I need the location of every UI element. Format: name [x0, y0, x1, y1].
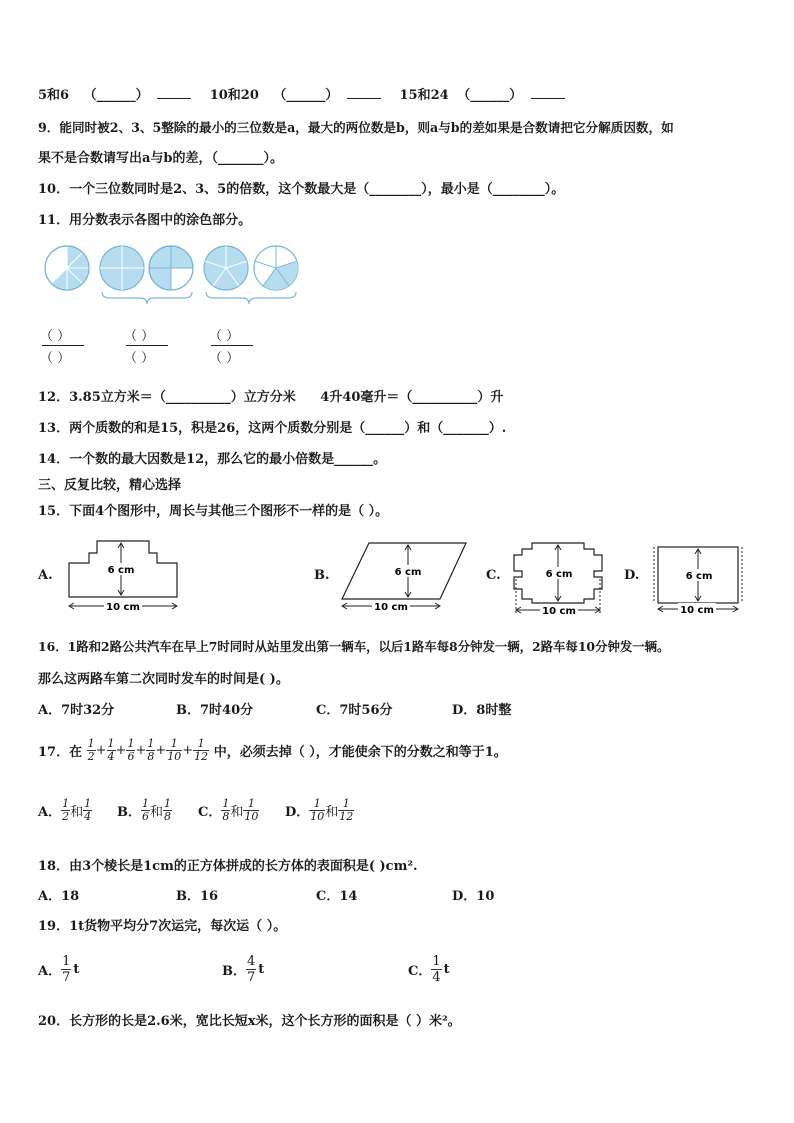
circle-eighths	[45, 246, 89, 290]
q15-a-width-label: 10 cm	[106, 602, 140, 613]
q18-option-b[interactable]: B．16	[176, 889, 219, 904]
q20-line: 20．长方形的长是2.6米，宽比长短x米，这个长方形的面积是（ ）米²。	[38, 1014, 461, 1029]
circle-quarters-2	[149, 246, 193, 290]
circle-quarters-1	[100, 246, 144, 290]
q13-line: 13．两个质数的和是15，积是26，这两个质数分别是（______）和（_______）.	[38, 421, 507, 436]
q19-option-c[interactable]: C． $\frac{1}{4}$ t	[408, 954, 450, 985]
q16-option-d[interactable]: D．8时整	[452, 703, 512, 718]
q15-option-a-letter[interactable]: A.	[38, 568, 53, 583]
q17-prefix: 17．在	[38, 745, 83, 760]
q17-frac-3: $\frac{1}{6}$	[127, 737, 135, 763]
q17-frac-6: $\frac{1}{12}$	[194, 737, 209, 763]
q18-option-d[interactable]: D．10	[452, 889, 495, 904]
q14-line: 14．一个数的最大因数是12，那么它的最小倍数是______。	[38, 452, 387, 467]
q11-circles-figure	[40, 240, 310, 310]
q8-pair-3-answer[interactable]: （______）	[457, 88, 523, 103]
q17-option-d[interactable]: D． $\frac{1}{10}$ 和 $\frac{1}{12}$	[285, 797, 354, 823]
q17-frac-5: $\frac{1}{10}$	[167, 737, 182, 763]
q15-shape-c	[508, 533, 608, 618]
q12-line	[38, 386, 503, 405]
q16-option-a[interactable]: A．7时32分	[38, 703, 115, 718]
q16-line-1: 16．1路和2路公共汽车在早上7时同时从站里发出第一辆车，以后1路车每8分钟发一辆，2路车每10分钟发一辆。	[38, 639, 670, 654]
q11-answer-2[interactable]: （ ） （ ）	[124, 325, 170, 366]
q15-c-width-label: 10 cm	[542, 606, 576, 617]
q9-line-2: 果不是合数请写出a与b的差，（_______）。	[38, 151, 284, 166]
q17-line: 17．在 $\frac{1}{2}$ + $\frac{1}{4}$ + $\frac{1}{6}$ + $\frac{1}{8}$ + $\frac{1}{10}$ + $\frac{1}{12}$ 中，必须去掉（ ），才能使余下的分数之和等于1。	[38, 737, 507, 763]
q12-part-1: 12．3.85立方米＝（__________）立方分米	[38, 390, 296, 405]
circle-fifths-1	[204, 246, 248, 290]
q8-pair-1-blank[interactable]	[157, 86, 191, 99]
q15-c-height-label: 6 cm	[545, 569, 573, 580]
section-3-heading: 三、反复比较，精心选择	[38, 478, 182, 493]
q15-option-b-letter[interactable]: B.	[314, 568, 330, 583]
q11-answer-1[interactable]: （ ） （ ）	[40, 325, 86, 366]
q9-line-1: 9．能同时被2、3、5整除的最小的三位数是a，最大的两位数是b，则a与b的差如果是合数请把它分解质因数，如	[38, 120, 674, 135]
q17-option-c[interactable]: C． $\frac{1}{8}$ 和 $\frac{1}{10}$	[198, 797, 259, 823]
q8-pair-1-label: 5和6	[38, 88, 70, 103]
q17-suffix: 中，必须去掉（ ），才能使余下的分数之和等于1。	[213, 745, 507, 760]
q10-line: 10．一个三位数同时是2、3、5的倍数，这个数最大是（________），最小是（________）。	[38, 182, 565, 197]
q15-shape-d	[652, 533, 752, 618]
q8-pair-2-answer[interactable]: （______）	[273, 88, 339, 103]
q15-a-height-label: 6 cm	[107, 565, 135, 576]
q16-option-c[interactable]: C．7时56分	[316, 703, 393, 718]
q15-shape-a	[64, 533, 189, 613]
q19-option-b[interactable]: B． $\frac{4}{7}$ t	[222, 954, 265, 985]
q11-answer-3[interactable]: （ ） （ ）	[209, 325, 255, 366]
q15-option-d-letter[interactable]: D.	[624, 568, 640, 583]
brace-2	[206, 292, 296, 304]
q15-stem: 15．下面4个图形中，周长与其他三个图形不一样的是（ ）。	[38, 504, 389, 519]
q15-option-c-letter[interactable]: C.	[486, 568, 501, 583]
q18-option-c[interactable]: C．14	[316, 889, 358, 904]
q8-line	[38, 84, 565, 103]
q19-option-a[interactable]: A． $\frac{1}{7}$ t	[38, 954, 80, 985]
q18-stem: 18．由3个棱长是1cm的正方体拼成的长方体的表面积是( )cm².	[38, 859, 418, 874]
q16-line-2: 那么这两路车第二次同时发车的时间是( )。	[38, 672, 289, 687]
q15-b-width-label: 10 cm	[374, 602, 408, 613]
q11-stem: 11．用分数表示各图中的涂色部分。	[38, 213, 252, 228]
q16-option-b[interactable]: B．7时40分	[176, 703, 254, 718]
q8-pair-3-label: 15和24	[399, 88, 449, 103]
q18-option-a[interactable]: A．18	[38, 889, 80, 904]
q15-shape-b	[336, 533, 471, 613]
q17-frac-2: $\frac{1}{4}$	[107, 737, 115, 763]
q8-pair-3-blank[interactable]	[531, 86, 565, 99]
q15-b-height-label: 6 cm	[394, 567, 422, 578]
q8-pair-1-answer[interactable]: （______）	[83, 88, 149, 103]
circle-fifths-2	[254, 246, 298, 290]
q12-part-2: 4升40毫升＝（__________）升	[320, 390, 504, 405]
brace-1	[102, 292, 192, 304]
q15-d-height-label: 6 cm	[685, 571, 713, 582]
q17-option-a[interactable]: A． $\frac{1}{2}$ 和 $\frac{1}{4}$	[38, 797, 92, 823]
q8-pair-2-blank[interactable]	[347, 86, 381, 99]
q17-frac-1: $\frac{1}{2}$	[87, 737, 95, 763]
q17-option-b[interactable]: B． $\frac{1}{6}$ 和 $\frac{1}{8}$	[117, 797, 172, 823]
q8-pair-2-label: 10和20	[209, 88, 259, 103]
q15-d-width-label: 10 cm	[680, 605, 714, 616]
q19-stem: 19．1t货物平均分7次运完，每次运（ ）。	[38, 919, 287, 934]
q17-frac-4: $\frac{1}{8}$	[147, 737, 155, 763]
